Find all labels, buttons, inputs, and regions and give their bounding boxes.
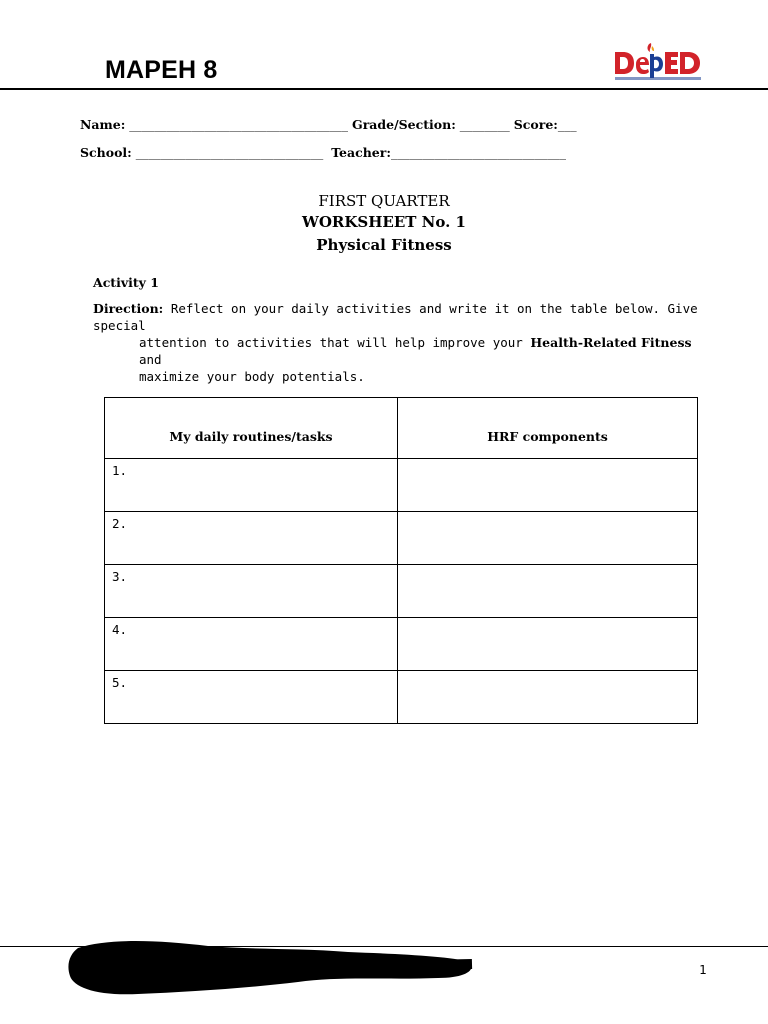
table-row [105, 512, 698, 565]
direction-text-line-1: Reflect on your daily activities and write it on the table below. Give special [93, 301, 698, 333]
score-label: Score: [513, 117, 558, 132]
hrf-cell[interactable] [398, 565, 698, 618]
direction-paragraph [93, 300, 703, 385]
column-header-routines: My daily routines/tasks [105, 398, 398, 459]
school-label: School: [80, 145, 132, 160]
table-row [105, 565, 698, 618]
routine-cell[interactable]: 4. [105, 618, 398, 671]
routine-cell[interactable]: 1. [105, 459, 398, 512]
hrf-cell[interactable] [398, 512, 698, 565]
deped-logo [612, 38, 704, 84]
student-info-line-2 [80, 145, 566, 160]
table-header-row [105, 398, 698, 459]
routine-cell[interactable]: 2. [105, 512, 398, 565]
grade-section-label: Grade/Section: [352, 117, 456, 132]
table-row [105, 671, 698, 724]
worksheet-heading: WORKSHEET No. 1 [301, 213, 466, 231]
direction-text-line-2-part-a: attention to activities that will help improve your [139, 335, 531, 350]
activity-label: Activity 1 [93, 275, 159, 290]
quarter-heading: FIRST QUARTER [318, 192, 450, 210]
header-divider [0, 88, 768, 90]
hrf-cell[interactable] [398, 618, 698, 671]
direction-text-line-2 [93, 334, 703, 368]
name-field[interactable]: ___________________________________ [125, 117, 353, 132]
page-number: 1 [699, 962, 707, 977]
hrf-cell[interactable] [398, 671, 698, 724]
routine-cell[interactable]: 5. [105, 671, 398, 724]
name-label: Name: [80, 117, 126, 132]
routines-table [104, 397, 698, 724]
table-row [105, 459, 698, 512]
hrf-cell[interactable] [398, 459, 698, 512]
teacher-label: Teacher: [331, 145, 391, 160]
redaction-mark [68, 936, 476, 998]
column-header-hrf: HRF components [398, 398, 698, 459]
document-title: MAPEH 8 [105, 56, 218, 84]
health-related-fitness-term: Health-Related Fitness [530, 335, 692, 350]
direction-text-line-3: maximize your body potentials. [139, 369, 365, 384]
score-field[interactable]: ___ [557, 117, 577, 132]
school-field[interactable]: ______________________________ [131, 145, 332, 160]
teacher-field[interactable]: ____________________________ [390, 145, 566, 160]
student-info-line-1 [80, 117, 577, 132]
direction-label: Direction: [93, 301, 164, 316]
routine-cell[interactable]: 3. [105, 565, 398, 618]
table-row [105, 618, 698, 671]
grade-section-field[interactable]: ________ [455, 117, 514, 132]
topic-heading: Physical Fitness [316, 236, 452, 254]
direction-text-line-2-part-b: and [139, 352, 162, 367]
